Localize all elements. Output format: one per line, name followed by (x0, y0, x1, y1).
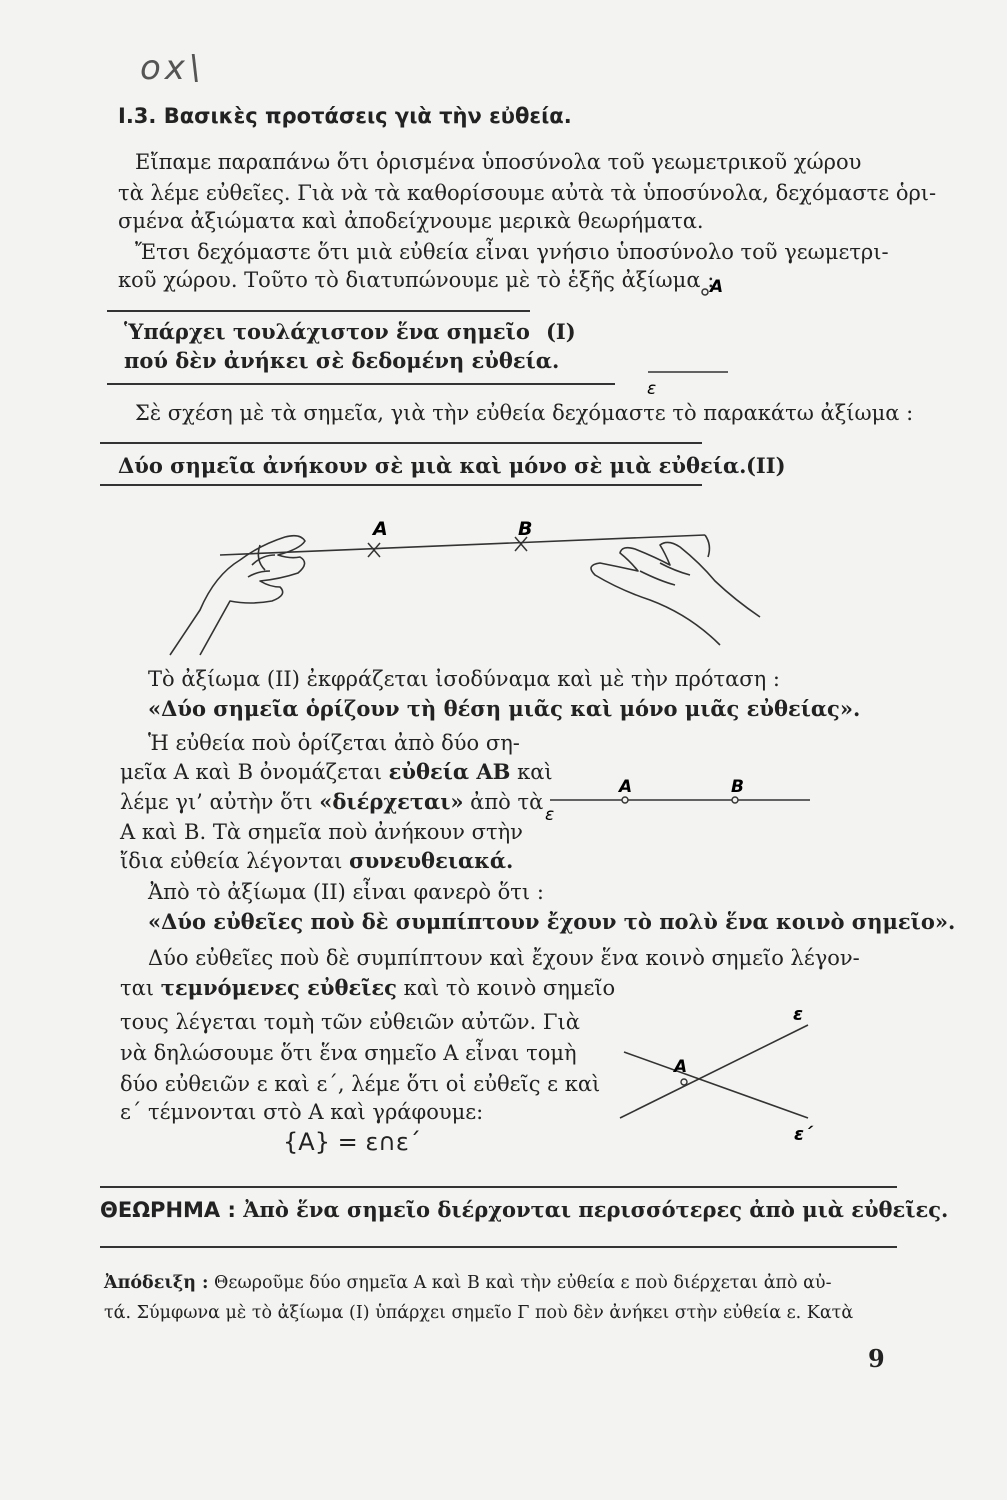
intro-line-1: Εἴπαμε παραπάνω ὅτι ὁρισμένα ὑποσύνολα τοῦ γεωμετρικοῦ χώρου (135, 150, 862, 174)
hands-string-figure (160, 505, 780, 665)
axiom1-tag: (I) (546, 319, 576, 344)
line-ab-figure (535, 770, 825, 830)
right-hand-icon (591, 535, 760, 645)
intersecting-lines-figure (610, 1000, 825, 1150)
intersect-text-1: Δύο εὐθεῖες ποὺ δὲ συμπίπτουν καὶ ἔχουν ἕνα κοινὸ σημεῖο λέγον- (148, 946, 860, 970)
line-e-prime-label: ε΄ (794, 1124, 812, 1145)
section-number: I.3. (118, 104, 157, 128)
from-axiom-line-1: Ἀπὸ τὸ ἀξίωμα (II) εἶναι φανερὸ ὅτι : (148, 880, 544, 904)
points-intro: Σὲ σχέση μὲ τὰ σημεῖα, γιὰ τὴν εὐθεία δεχόμαστε τὸ παρακάτω ἀξίωμα : (135, 401, 914, 425)
line-ab-text-5 (120, 845, 513, 877)
line-ab-text-3 (120, 786, 543, 818)
axiom2-tag: (II) (746, 453, 786, 478)
theorem-text: Ἀπὸ ἕνα σημεῖο διέρχονται περισσότερες ἀπὸ μιὰ εὐθεῖες. (243, 1197, 949, 1222)
line-e (620, 1025, 808, 1118)
cross-mark-a (368, 543, 380, 557)
point-b-label: B (731, 777, 744, 797)
line-e-label: ε (545, 805, 555, 825)
intersect-text-2 (120, 972, 615, 1004)
equivalent-line-1: Τὸ ἀξίωμα (II) ἐκφράζεται ἰσοδύναμα καὶ μὲ τὴν πρόταση : (148, 667, 780, 691)
intersect-text-5: δύο εὐθειῶν ε καὶ ε΄, λέμε ὅτι οἱ εὐθεῖς ε καὶ (120, 1072, 601, 1096)
term-line-ab: εὐθεία AB (388, 759, 511, 784)
page-number: 9 (868, 1344, 885, 1373)
intersection-formula: {A} = ε∩ε΄ (283, 1128, 421, 1156)
line-ab-text-3c: ἀπὸ τὰ (463, 790, 544, 814)
proof-line-1 (104, 1268, 831, 1298)
intersect-text-4: νὰ δηλώσουμε ὅτι ἕνα σημεῖο A εἶναι τομὴ (120, 1041, 577, 1065)
theorem-label: ΘΕΩΡΗΜΑ : (100, 1198, 236, 1222)
intersect-text-6: ε΄ τέμνονται στὸ A καὶ γράφουμε: (120, 1100, 484, 1124)
axiom1-top-rule (107, 310, 530, 312)
proof-label: Ἀπόδειξη : (104, 1273, 209, 1293)
line-e-label: ε (793, 1004, 804, 1025)
point-b-marker (732, 797, 738, 803)
line-ab-text-2 (120, 756, 553, 788)
intro-line-3: σμένα ἀξιώματα καὶ ἀποδείχνουμε μερικὰ θεωρήματα. (118, 209, 704, 233)
proof-line-2: τά. Σύμφωνα μὲ τὸ ἀξίωμα (I) ὑπάρχει σημεῖο Γ ποὺ δὲν ἀνήκει στὴν εὐθεία ε. Κατὰ (104, 1303, 854, 1323)
term-collinear: συνευθειακά. (349, 848, 514, 873)
line-ab-text-2a: μεῖα A καὶ B ὀνομάζεται (120, 760, 389, 784)
intro-line-2: τὰ λέμε εὐθεῖες. Γιὰ νὰ τὰ καθορίσουμε αὐτὰ τὰ ὑποσύνολα, δεχόμαστε ὁρι- (118, 181, 937, 205)
handwritten-mark: ox\ (140, 48, 205, 88)
proof-text-1: Θεωροῦμε δύο σημεῖα A καὶ B καὶ τὴν εὐθεία ε ποὺ διέρχεται ἀπὸ αὐ- (208, 1273, 832, 1293)
axiom2-bottom-rule (100, 484, 702, 486)
axiom2-text: Δύο σημεῖα ἀνήκουν σὲ μιὰ καὶ μόνο σὲ μιὰ εὐθεία. (118, 453, 747, 478)
axiom1-line-2: πού δὲν ἀνήκει σὲ δεδομένη εὐθεία. (124, 348, 560, 373)
point-a-marker (681, 1079, 687, 1085)
line-ab-text-3a: λέμε γι’ αὐτὴν ὅτι (120, 790, 320, 814)
line-e-prime (624, 1052, 808, 1118)
intro-line-5: κοῦ χώρου. Τοῦτο τὸ διατυπώνουμε μὲ τὸ ἑξῆς ἀξίωμα : (118, 268, 715, 292)
line-ab-text-5a: ἴδια εὐθεία λέγονται (120, 849, 350, 873)
intro-line-4: Ἔτσι δεχόμαστε ὅτι μιὰ εὐθεία εἶναι γνήσιο ὑποσύνολο τοῦ γεωμετρι- (135, 240, 889, 264)
line-ab-text-1: Ἡ εὐθεία ποὺ ὁρίζεται ἀπὸ δύο ση- (148, 731, 520, 755)
term-passes-through: «διέρχεται» (319, 789, 464, 814)
term-intersecting-lines: τεμνόμενες εὐθεῖες (160, 975, 397, 1000)
string-line (220, 535, 705, 555)
point-a-marker (702, 289, 708, 295)
point-a-label: A (710, 277, 724, 297)
theorem-top-rule (100, 1186, 897, 1188)
point-a-label: A (619, 777, 633, 797)
axiom2-top-rule (100, 442, 702, 444)
intersect-text-3: τους λέγεται τομὴ τῶν εὐθειῶν αὐτῶν. Γιὰ (120, 1010, 580, 1034)
hands-label-b: B (518, 518, 533, 540)
theorem (100, 1194, 948, 1226)
axiom1-bottom-rule (107, 383, 615, 385)
section-title: Βασικὲς προτάσεις γιὰ τὴν εὐθεία. (163, 104, 572, 128)
equivalent-line-2: «Δύο σημεῖα ὁρίζουν τὴ θέση μιᾶς καὶ μόνο μιᾶς εὐθείας». (148, 696, 861, 721)
axiom1-line-1: Ὑπάρχει τουλάχιστον ἕνα σημεῖο (124, 319, 530, 344)
line-ab-text-2c: καὶ (510, 760, 553, 784)
intersect-text-2a: ται (120, 976, 161, 1000)
axiom1-figure (600, 270, 730, 400)
hands-label-a: A (373, 518, 388, 540)
section-heading (118, 104, 572, 128)
line-ab-text-4: A καὶ B. Τὰ σημεῖα ποὺ ἀνήκουν στὴν (120, 820, 523, 844)
line-e-label: ε (647, 379, 657, 399)
from-axiom-line-2: «Δύο εὐθεῖες ποὺ δὲ συμπίπτουν ἔχουν τὸ πολὺ ἕνα κοινὸ σημεῖο». (148, 909, 956, 934)
point-a-label: A (674, 1057, 688, 1077)
point-a-marker (622, 797, 628, 803)
intersect-text-2c: καὶ τὸ κοινὸ σημεῖο (396, 976, 616, 1000)
theorem-bottom-rule (100, 1246, 897, 1248)
